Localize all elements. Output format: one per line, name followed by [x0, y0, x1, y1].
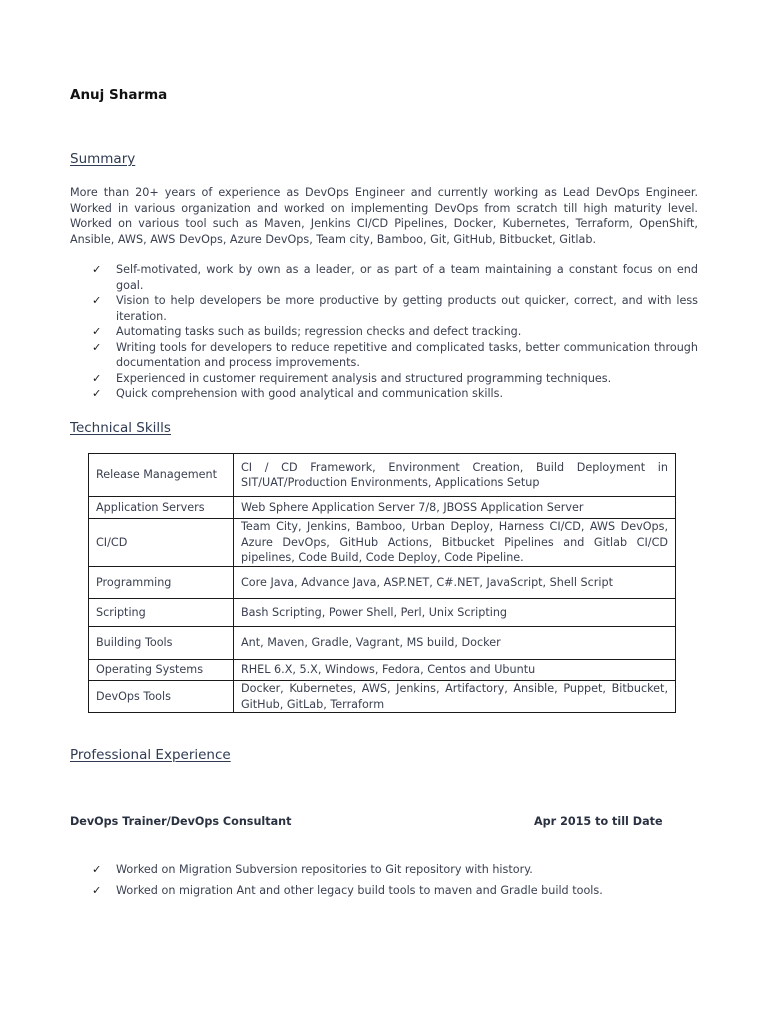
table-row [89, 519, 676, 567]
skill-values: Ant, Maven, Gradle, Vagrant, MS build, Docker [234, 627, 676, 660]
checkmark-icon: ✓ [92, 340, 102, 354]
checkmark-icon: ✓ [92, 863, 102, 876]
bullet-text: Worked on migration Ant and other legacy build tools to maven and Gradle build tools. [116, 883, 603, 897]
candidate-name: Anuj Sharma [70, 87, 168, 103]
bullet-text: Automating tasks such as builds; regression checks and defect tracking. [116, 325, 522, 338]
table-row [89, 681, 676, 713]
list-item [70, 324, 698, 340]
list-item [70, 340, 698, 371]
summary-heading: Summary [70, 151, 136, 167]
skill-category: CI/CD [89, 519, 234, 567]
bullet-text: Experienced in customer requirement analysis and structured programming techniques. [116, 371, 612, 385]
table-row [89, 567, 676, 599]
professional-experience-heading: Professional Experience [70, 747, 231, 763]
skill-values: Docker, Kubernetes, AWS, Jenkins, Artifactory, Ansible, Puppet, Bitbucket, GitHub, GitLab, Terraform [234, 681, 676, 713]
technical-skills-heading: Technical Skills [70, 420, 171, 436]
table-row [89, 660, 676, 681]
skill-values: Web Sphere Application Server 7/8, JBOSS Application Server [234, 497, 676, 519]
table-row [89, 599, 676, 627]
checkmark-icon: ✓ [92, 325, 102, 338]
job-date: Apr 2015 to till Date [534, 815, 663, 828]
list-item [70, 293, 698, 324]
checkmark-icon: ✓ [92, 371, 102, 385]
skill-values: Team City, Jenkins, Bamboo, Urban Deploy, Harness CI/CD, AWS DevOps, Azure DevOps, GitHub Actions, Bitbucket Pipelines and Gitlab CI/CD pipelines, Code Build, Code Deploy, Code Pipeline. [234, 519, 676, 567]
bullet-text: Self-motivated, work by own as a leader, or as part of a team maintaining a constant focus on end goal. [116, 263, 698, 292]
checkmark-icon: ✓ [92, 387, 102, 400]
experience-bullet-list [70, 860, 698, 901]
checkmark-icon: ✓ [92, 263, 102, 276]
skill-category: Scripting [89, 599, 234, 627]
list-item [70, 860, 698, 881]
summary-paragraph: More than 20+ years of experience as DevOps Engineer and currently working as Lead DevOps Engineer. Worked in various organization and worked on implementing DevOps from scratch till high maturity level. Worked on various tool such as Maven, Jenkins CI/CD Pipelines, Docker, Kubernetes, Terraform, OpenShift, Ansible, AWS, AWS DevOps, Azure DevOps, Team city, Bamboo, Git, GitHub, Bitbucket, Gitlab. [70, 186, 698, 246]
table-row [89, 497, 676, 519]
table-row [89, 627, 676, 660]
skill-category: Building Tools [89, 627, 234, 660]
skill-values: Core Java, Advance Java, ASP.NET, C#.NET, JavaScript, Shell Script [234, 567, 676, 599]
list-item [70, 262, 698, 293]
skill-values: RHEL 6.X, 5.X, Windows, Fedora, Centos and Ubuntu [234, 660, 676, 681]
skill-values: Bash Scripting, Power Shell, Perl, Unix Scripting [234, 599, 676, 627]
bullet-text: Quick comprehension with good analytical and communication skills. [116, 387, 504, 400]
technical-skills-table [88, 453, 676, 713]
checkmark-icon: ✓ [92, 294, 102, 307]
summary-bullet-list [70, 262, 698, 402]
job-title: DevOps Trainer/DevOps Consultant [70, 815, 292, 828]
table-row [89, 454, 676, 497]
bullet-text: Vision to help developers be more productive by getting products out quicker, correct, and with less iteration. [116, 294, 698, 323]
skill-category: Release Management [89, 454, 234, 497]
skill-category: Operating Systems [89, 660, 234, 681]
list-item [70, 371, 698, 387]
bullet-text: Worked on Migration Subversion repositories to Git repository with history. [116, 863, 533, 876]
bullet-text: Writing tools for developers to reduce repetitive and complicated tasks, better communication through documentation and process improvements. [116, 340, 698, 369]
skill-values: CI / CD Framework, Environment Creation, Build Deployment in SIT/UAT/Production Environments, Applications Setup [234, 454, 676, 497]
skill-category: Application Servers [89, 497, 234, 519]
list-item [70, 881, 698, 902]
skill-category: DevOps Tools [89, 681, 234, 713]
skill-category: Programming [89, 567, 234, 599]
list-item [70, 386, 698, 402]
checkmark-icon: ✓ [92, 883, 102, 897]
